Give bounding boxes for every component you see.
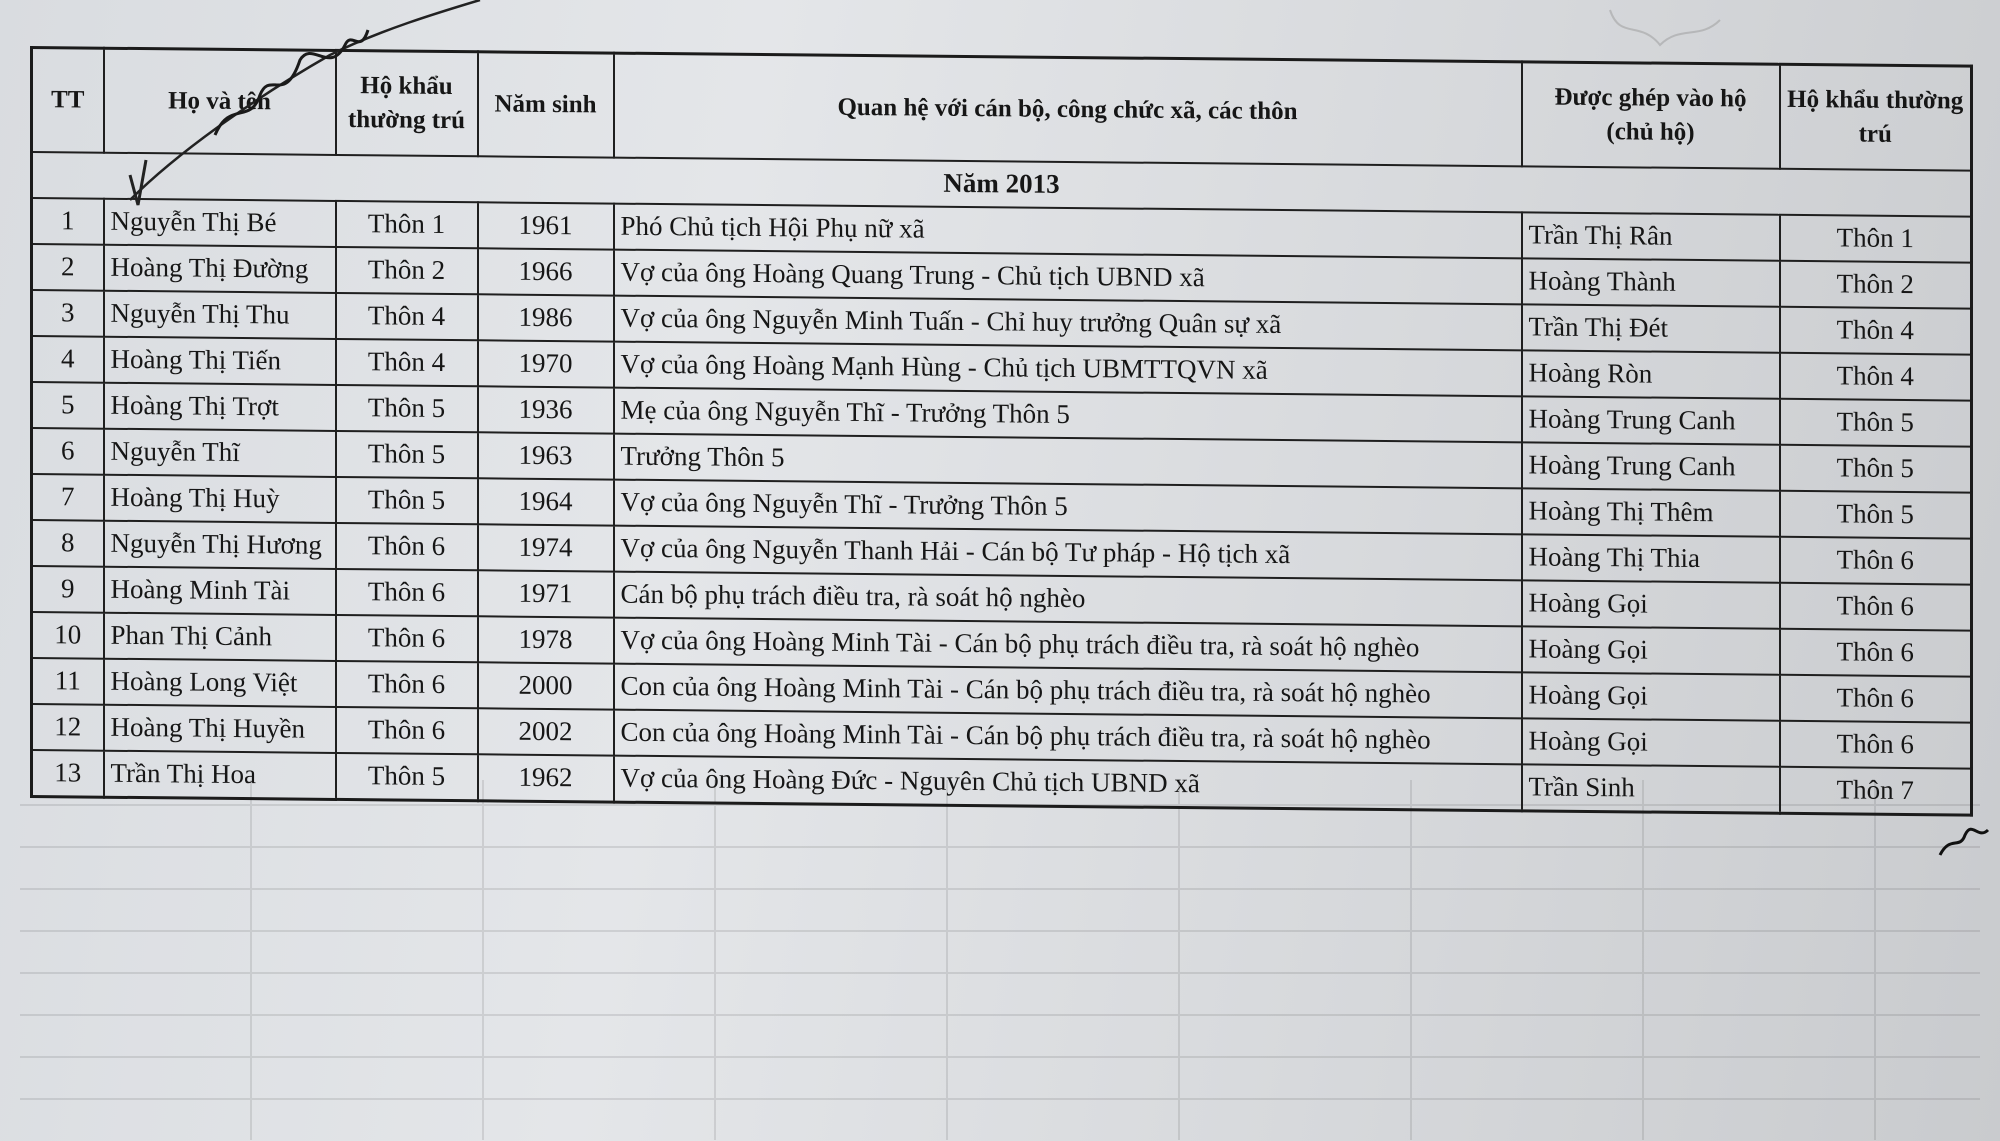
- residence-2-cell: Thôn 5: [1780, 399, 1972, 447]
- residence-2-cell: Thôn 1: [1780, 215, 1972, 263]
- residence-2-cell: Thôn 4: [1780, 353, 1972, 401]
- household-head-cell: Hoàng Thị Thia: [1522, 534, 1780, 582]
- residence-2-cell: Thôn 4: [1780, 307, 1972, 355]
- household-head-cell: Trần Thị Rân: [1522, 212, 1780, 260]
- row-number-cell: 4: [32, 336, 104, 383]
- birth-year-cell: 1971: [478, 570, 614, 617]
- relation-cell: Vợ của ông Hoàng Mạnh Hùng - Chủ tịch UBMTTQVN xã: [614, 342, 1522, 397]
- birth-year-cell: 2000: [478, 662, 614, 709]
- relation-cell: Vợ của ông Nguyễn Thanh Hải - Cán bộ Tư pháp - Hộ tịch xã: [614, 525, 1522, 580]
- relation-cell: Trưởng Thôn 5: [614, 434, 1522, 489]
- row-number-cell: 3: [32, 290, 104, 337]
- row-number-cell: 7: [32, 474, 104, 521]
- residence-2-cell: Thôn 6: [1780, 629, 1972, 677]
- person-name-cell: Hoàng Minh Tài: [104, 567, 336, 615]
- residence-cell: Thôn 6: [336, 707, 478, 754]
- relation-cell: Vợ của ông Nguyễn Minh Tuấn - Chỉ huy trưởng Quân sự xã: [614, 296, 1522, 351]
- birth-year-cell: 1970: [478, 340, 614, 387]
- row-number-cell: 12: [32, 704, 104, 751]
- residence-2-cell: Thôn 6: [1780, 675, 1972, 723]
- household-head-cell: Hoàng Trung Canh: [1522, 396, 1780, 444]
- residence-cell: Thôn 6: [336, 523, 478, 570]
- faint-scribble: [1610, 10, 1720, 45]
- residence-2-cell: Thôn 5: [1780, 491, 1972, 539]
- relation-cell: Vợ của ông Hoàng Minh Tài - Cán bộ phụ trách điều tra, rà soát hộ nghèo: [614, 617, 1522, 672]
- household-table: [30, 46, 1973, 817]
- household-head-cell: Hoàng Thành: [1522, 258, 1780, 306]
- person-name-cell: Nguyễn Thị Thu: [104, 291, 336, 339]
- household-head-cell: Hoàng Gọi: [1522, 718, 1780, 766]
- person-name-cell: Nguyễn Thị Bé: [104, 199, 336, 247]
- household-head-cell: Hoàng Gọi: [1522, 672, 1780, 720]
- household-head-cell: Hoàng Trung Canh: [1522, 442, 1780, 490]
- household-head-cell: Hoàng Gọi: [1522, 580, 1780, 628]
- residence-2-cell: Thôn 6: [1780, 721, 1972, 769]
- person-name-cell: Phan Thị Cảnh: [104, 613, 336, 661]
- relation-cell: Cán bộ phụ trách điều tra, rà soát hộ nghèo: [614, 571, 1522, 626]
- col-header-residence: Hộ khẩu thường trú: [336, 50, 478, 156]
- row-number-cell: 5: [32, 382, 104, 429]
- residence-cell: Thôn 5: [336, 385, 478, 432]
- birth-year-cell: 1962: [478, 754, 614, 802]
- birth-year-cell: 1986: [478, 294, 614, 341]
- household-head-cell: Hoàng Gọi: [1522, 626, 1780, 674]
- residence-cell: Thôn 4: [336, 293, 478, 340]
- person-name-cell: Trần Thị Hoa: [104, 751, 336, 800]
- household-head-cell: Trần Thị Đét: [1522, 304, 1780, 352]
- col-header-household-head: Được ghép vào hộ (chủ hộ): [1522, 62, 1780, 169]
- relation-cell: Con của ông Hoàng Minh Tài - Cán bộ phụ trách điều tra, rà soát hộ nghèo: [614, 709, 1522, 764]
- relation-cell: Con của ông Hoàng Minh Tài - Cán bộ phụ trách điều tra, rà soát hộ nghèo: [614, 663, 1522, 718]
- col-header-tt: TT: [32, 48, 104, 153]
- residence-cell: Thôn 6: [336, 615, 478, 662]
- row-number-cell: 11: [32, 658, 104, 705]
- show-through-table: [20, 780, 1980, 1140]
- birth-year-cell: 1964: [478, 478, 614, 525]
- col-header-name: Họ và tên: [104, 48, 336, 155]
- document-sheet: [30, 46, 1980, 835]
- residence-cell: Thôn 4: [336, 339, 478, 386]
- relation-cell: Vợ của ông Hoàng Đức - Nguyên Chủ tịch UBND xã: [614, 755, 1522, 810]
- header-row: [32, 48, 1972, 171]
- birth-year-cell: 1966: [478, 248, 614, 295]
- person-name-cell: Hoàng Thị Huỳ: [104, 475, 336, 523]
- birth-year-cell: 1978: [478, 616, 614, 663]
- household-head-cell: Hoàng Ròn: [1522, 350, 1780, 398]
- relation-cell: Vợ của ông Nguyễn Thĩ - Trưởng Thôn 5: [614, 479, 1522, 534]
- residence-cell: Thôn 5: [336, 477, 478, 524]
- col-header-birth-year: Năm sinh: [478, 52, 614, 158]
- row-number-cell: 9: [32, 566, 104, 613]
- person-name-cell: Hoàng Thị Trợt: [104, 383, 336, 431]
- birth-year-cell: 1963: [478, 432, 614, 479]
- residence-cell: Thôn 1: [336, 201, 478, 248]
- col-header-residence-2: Hộ khẩu thường trú: [1780, 64, 1972, 170]
- relation-cell: Phó Chủ tịch Hội Phụ nữ xã: [614, 204, 1522, 259]
- birth-year-cell: 1936: [478, 386, 614, 433]
- person-name-cell: Hoàng Thị Huyền: [104, 705, 336, 753]
- col-header-relation: Quan hệ với cán bộ, công chức xã, các thôn: [614, 53, 1522, 166]
- person-name-cell: Nguyễn Thị Hương: [104, 521, 336, 569]
- residence-2-cell: Thôn 6: [1780, 583, 1972, 631]
- residence-cell: Thôn 6: [336, 661, 478, 708]
- household-head-cell: Hoàng Thị Thêm: [1522, 488, 1780, 536]
- residence-2-cell: Thôn 6: [1780, 537, 1972, 585]
- person-name-cell: Hoàng Long Việt: [104, 659, 336, 707]
- residence-cell: Thôn 5: [336, 431, 478, 478]
- year-heading: Năm 2013: [32, 152, 1972, 217]
- person-name-cell: Nguyễn Thĩ: [104, 429, 336, 477]
- birth-year-cell: 1974: [478, 524, 614, 571]
- residence-2-cell: Thôn 7: [1780, 767, 1972, 816]
- relation-cell: Mẹ của ông Nguyễn Thĩ - Trưởng Thôn 5: [614, 388, 1522, 443]
- row-number-cell: 6: [32, 428, 104, 475]
- birth-year-cell: 2002: [478, 708, 614, 755]
- residence-cell: Thôn 5: [336, 753, 478, 801]
- relation-cell: Vợ của ông Hoàng Quang Trung - Chủ tịch UBND xã: [614, 250, 1522, 305]
- person-name-cell: Hoàng Thị Tiến: [104, 337, 336, 385]
- residence-cell: Thôn 2: [336, 247, 478, 294]
- person-name-cell: Hoàng Thị Đường: [104, 245, 336, 293]
- household-head-cell: Trần Sinh: [1522, 764, 1780, 813]
- row-number-cell: 8: [32, 520, 104, 567]
- row-number-cell: 13: [32, 750, 104, 797]
- row-number-cell: 2: [32, 244, 104, 291]
- residence-cell: Thôn 6: [336, 569, 478, 616]
- row-number-cell: 1: [32, 198, 104, 245]
- birth-year-cell: 1961: [478, 202, 614, 249]
- residence-2-cell: Thôn 2: [1780, 261, 1972, 309]
- residence-2-cell: Thôn 5: [1780, 445, 1972, 493]
- row-number-cell: 10: [32, 612, 104, 659]
